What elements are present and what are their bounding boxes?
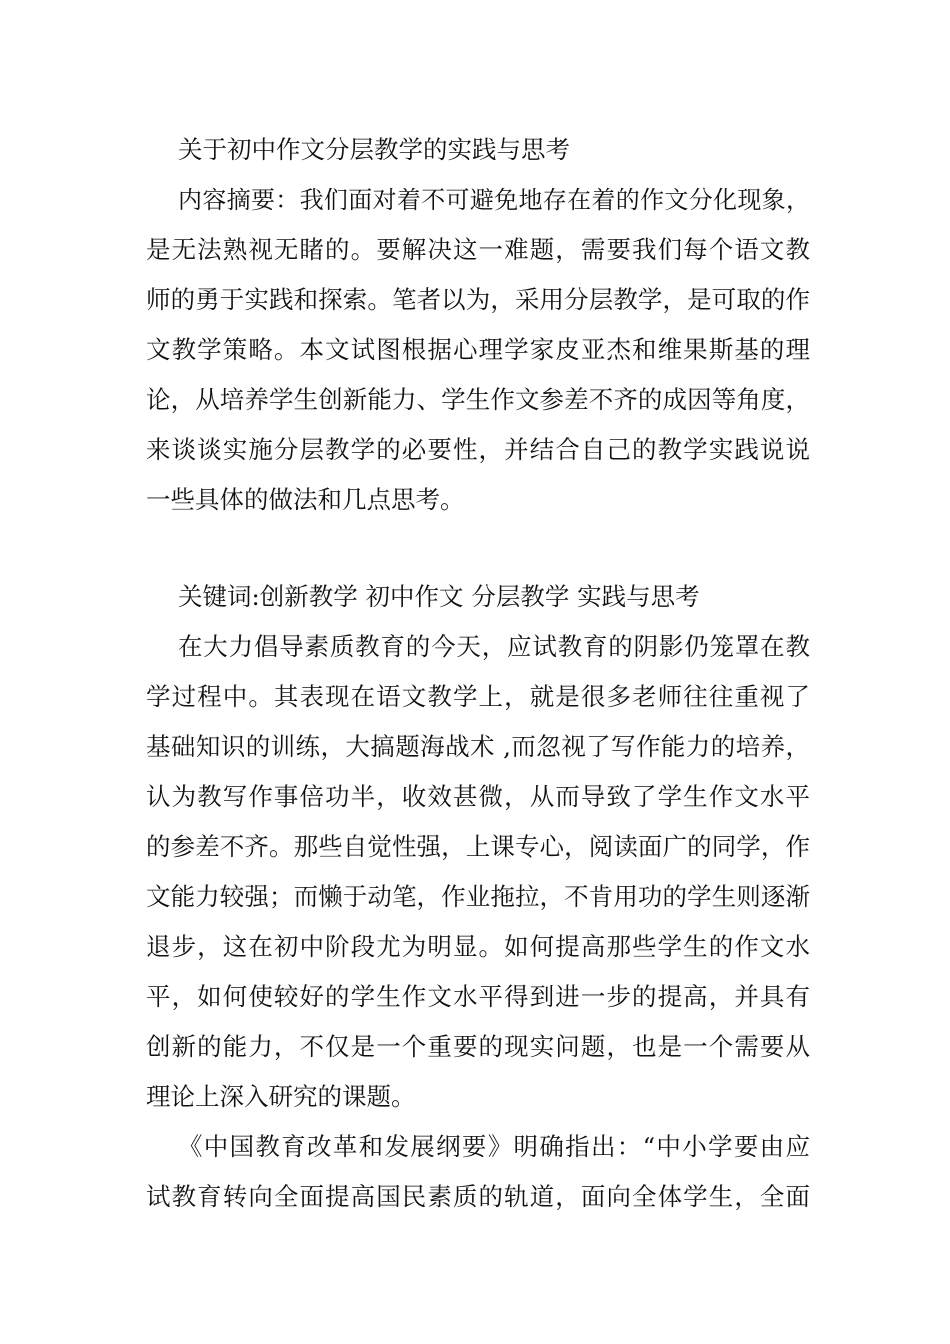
abstract-line: 论，从培养学生创新能力、学生作文参差不齐的成因等角度， bbox=[146, 385, 810, 414]
paragraph-line: 理论上深入研究的课题。 bbox=[146, 1082, 416, 1111]
abstract-line: 来谈谈实施分层教学的必要性，并结合自己的教学实践说说 bbox=[146, 435, 810, 464]
paragraph-line: 认为教写作事倍功半，收效甚微，从而导致了学生作文水平 bbox=[146, 782, 810, 811]
paragraph-line: 的参差不齐。那些自觉性强，上课专心，阅读面广的同学，作 bbox=[146, 832, 810, 861]
paragraph-line: 学过程中。其表现在语文教学上，就是很多老师往往重视了 bbox=[146, 682, 810, 711]
paragraph-line: 在大力倡导素质教育的今天，应试教育的阴影仍笼罩在教 bbox=[178, 632, 810, 661]
abstract-line: 一些具体的做法和几点思考。 bbox=[146, 485, 465, 514]
paragraph-line: 创新的能力，不仅是一个重要的现实问题，也是一个需要从 bbox=[146, 1032, 810, 1061]
paragraph-line: 基础知识的训练，大搞题海战术 ,而忽视了写作能力的培养， bbox=[146, 732, 810, 761]
abstract-line: 是无法熟视无睹的。要解决这一难题，需要我们每个语文教 bbox=[146, 235, 810, 264]
paragraph-line: 《中国教育改革和发展纲要》明确指出：“中小学要由应 bbox=[178, 1132, 810, 1161]
keywords-line: 关键词:创新教学 初中作文 分层教学 实践与思考 bbox=[178, 582, 700, 611]
paragraph-line: 退步，这在初中阶段尤为明显。如何提高那些学生的作文水 bbox=[146, 932, 810, 961]
abstract-line: 内容摘要：我们面对着不可避免地存在着的作文分化现象， bbox=[178, 186, 810, 214]
paragraph-line: 文能力较强；而懒于动笔，作业拖拉，不肯用功的学生则逐渐 bbox=[146, 882, 810, 911]
document-title: 关于初中作文分层教学的实践与思考 bbox=[178, 135, 570, 164]
abstract-line: 文教学策略。本文试图根据心理学家皮亚杰和维果斯基的理 bbox=[146, 335, 810, 364]
abstract-line: 师的勇于实践和探索。笔者以为，采用分层教学，是可取的作 bbox=[146, 285, 810, 314]
paragraph-line: 试教育转向全面提高国民素质的轨道，面向全体学生，全面 bbox=[146, 1182, 810, 1211]
paragraph-line: 平，如何使较好的学生作文水平得到进一步的提高，并具有 bbox=[146, 982, 810, 1011]
